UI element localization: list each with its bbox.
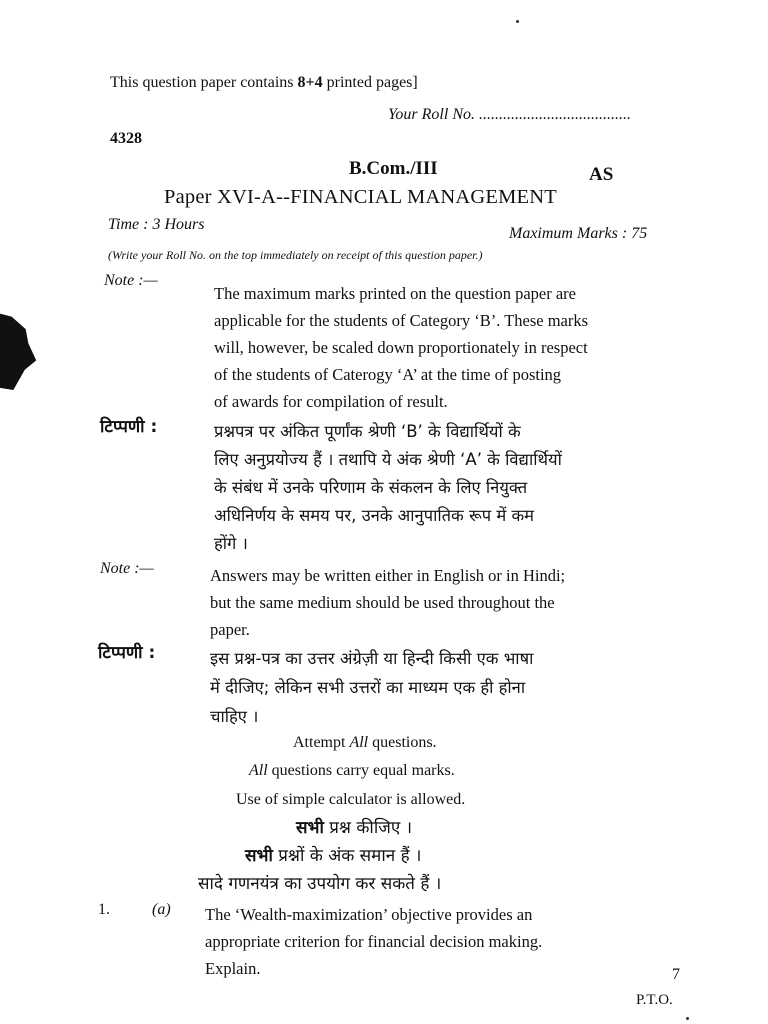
note-label: Note :— bbox=[104, 272, 158, 289]
tippani-label: टिप्पणी : bbox=[100, 417, 158, 437]
scan-speck bbox=[516, 20, 519, 23]
maximum-marks: Maximum Marks : 75 bbox=[509, 225, 648, 242]
roll-instruction: (Write your Roll No. on the top immediately on receipt of this question paper.) bbox=[108, 248, 483, 262]
question-text: The ‘Wealth-maximization’ objective provides an appropriate criterion for financial decision making. Explain. bbox=[205, 905, 543, 978]
tippani-label: टिप्पणी : bbox=[98, 643, 156, 663]
note-text: Answers may be written either in English or in Hindi; but the same medium should be used throughout the paper. bbox=[210, 566, 566, 639]
note-label: Note :— bbox=[100, 560, 154, 577]
scan-ink-blot bbox=[0, 312, 38, 390]
hindi-marks-instruction: सभी प्रश्नों के अंक समान हैं । bbox=[245, 846, 422, 866]
pto-label: P.T.O. bbox=[636, 992, 673, 1008]
question-marks: 7 bbox=[672, 966, 680, 983]
scan-speck bbox=[686, 1017, 689, 1020]
hindi-attempt-instruction: सभी प्रश्न कीजिए । bbox=[296, 818, 413, 838]
paper-title: Paper XVI-A--FINANCIAL MANAGEMENT bbox=[164, 186, 557, 208]
hindi-calculator-instruction: सादे गणनयंत्र का उपयोग कर सकते हैं । bbox=[198, 874, 442, 894]
course-title: B.Com./III bbox=[349, 158, 438, 179]
calculator-instruction: Use of simple calculator is allowed. bbox=[236, 791, 466, 808]
tippani-text: प्रश्नपत्र पर अंकित पूर्णांक श्रेणी ‘B’ के विद्यार्थियों के लिए अनुप्रयोज्य हैं । तथापि ये अंक श्रेणी ‘A’ के विद्यार्थियों के संबंध में उनके परिणाम के संकलन के लिए नियुक्त अधिनिर्णय के समय पर, उनके आनुपातिक रूप में कम होंगे । bbox=[214, 422, 562, 553]
note-text: The maximum marks printed on the question paper are applicable for the students of Category ‘B’. These marks will, however, be scaled down proportionately in respect of the students of Caterogy ‘A’ at the time of posting of awards for compilation of result. bbox=[214, 284, 589, 411]
time-allowed: Time : 3 Hours bbox=[108, 216, 205, 233]
question-part: (a) bbox=[152, 901, 171, 918]
question-number: 1. bbox=[98, 901, 110, 918]
equal-marks-instruction: All questions carry equal marks. bbox=[249, 762, 455, 779]
attempt-all-instruction: Attempt All questions. bbox=[293, 734, 437, 751]
pages-line: This question paper contains 8+4 printed pages] bbox=[110, 74, 418, 91]
tippani-text: इस प्रश्न-पत्र का उत्तर अंग्रेज़ी या हिन्दी किसी एक भाषा में दीजिए; लेकिन सभी उत्तरों का माध्यम एक ही होना चाहिए । bbox=[210, 649, 534, 726]
paper-code: 4328 bbox=[110, 130, 142, 147]
roll-no: Your Roll No. ...................................... bbox=[388, 106, 631, 123]
section-code: AS bbox=[589, 164, 614, 185]
